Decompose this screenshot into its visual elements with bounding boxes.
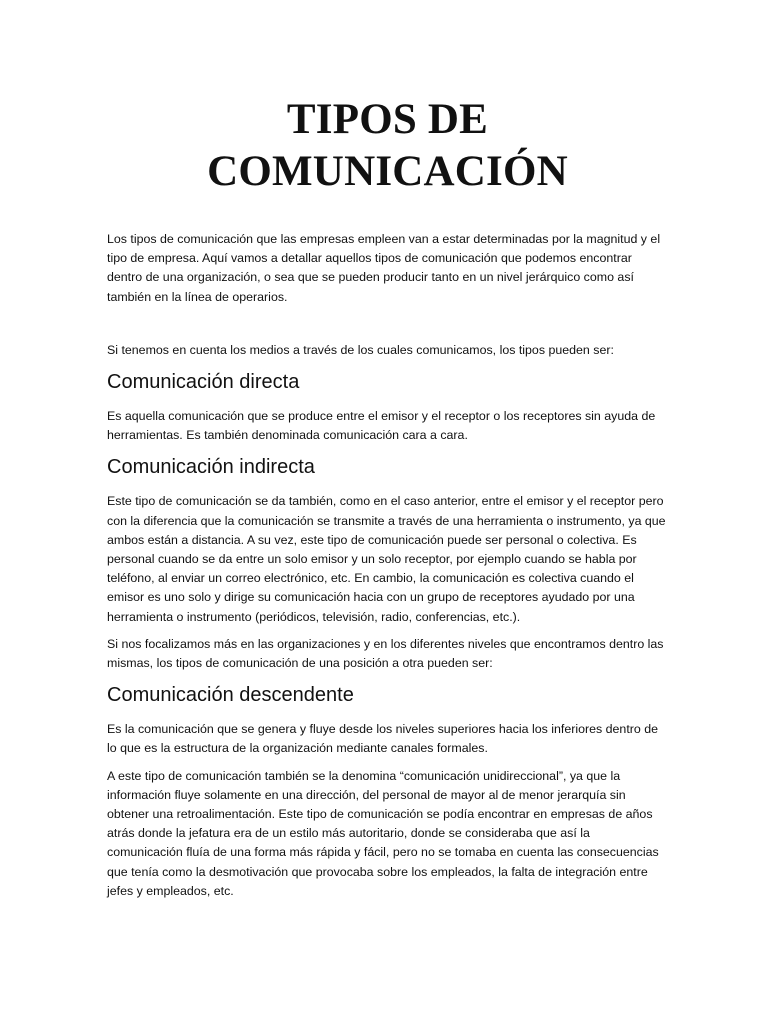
- heading-descendente: Comunicación descendente: [107, 684, 354, 707]
- heading-directa: Comunicación directa: [107, 371, 300, 394]
- title-line-2: COMUNICACIÓN: [207, 148, 568, 195]
- heading-indirecta: Comunicación indirecta: [107, 456, 315, 479]
- indirecta-paragraph: Este tipo de comunicación se da también, como en el caso anterior, entre el emisor y el receptor pero con la diferencia que la comunicación se transmite a través de una herramienta o instrumento, ya que ambos están a distancia. A su vez, este tipo de comunicación puede ser personal o colectiva. Es personal cuando se da entre un solo emisor y un solo receptor, por ejemplo cuando se habla por teléfono, al enviar un correo electrónico, etc. En cambio, la comunicación es colectiva cuando el emisor es uno solo y dirige su comunicación hacia con un grupo de receptores ayudado por una herramienta o instrumento (periódicos, televisión, radio, conferencias, etc.).: [107, 494, 666, 624]
- niveles-paragraph: Si nos focalizamos más en las organizaciones y en los diferentes niveles que encontramos dentro las mismas, los tipos de comunicación de una posición a otra pueden ser:: [107, 636, 664, 671]
- directa-paragraph: Es aquella comunicación que se produce entre el emisor y el receptor o los receptores sin ayuda de herramientas. Es también denominada comunicación cara a cara.: [107, 409, 656, 443]
- descendente-paragraph: Es la comunicación que se genera y fluye desde los niveles superiores hacia los inferiores dentro de lo que es la estructura de la organización mediante canales formales.: [107, 722, 659, 756]
- unidireccional-paragraph: A este tipo de comunicación también se la denomina “comunicación unidireccional”, ya que la información fluye solamente en una dirección, del personal de mayor al de menor jerarquía sin obtener una retroalimentación. Este tipo de comunicación se podía encontrar en empresas de años atrás donde la jefatura era de un estilo más autoritario, donde se consideraba que así la comunicación fluía de una forma más rápida y fácil, pero no se tomaba en cuenta las consecuencias que tenía como la desmotivación que provocaba sobre los empleados, la falta de integración entre jefes y empleados, etc.: [107, 768, 659, 898]
- intro-paragraph: Los tipos de comunicación que las empresas empleen van a estar determinadas por la magnitud y el tipo de empresa. Aquí vamos a detallar aquellos tipos de comunicación que podemos encontrar dentro de una organización, o sea que se pueden producir tanto en un nivel jerárquico como así también en la línea de operarios.: [107, 232, 661, 304]
- medios-paragraph: Si tenemos en cuenta los medios a través de los cuales comunicamos, los tipos pueden ser:: [107, 342, 614, 357]
- page-title: [107, 94, 668, 198]
- title-line-1: TIPOS DE: [286, 96, 489, 143]
